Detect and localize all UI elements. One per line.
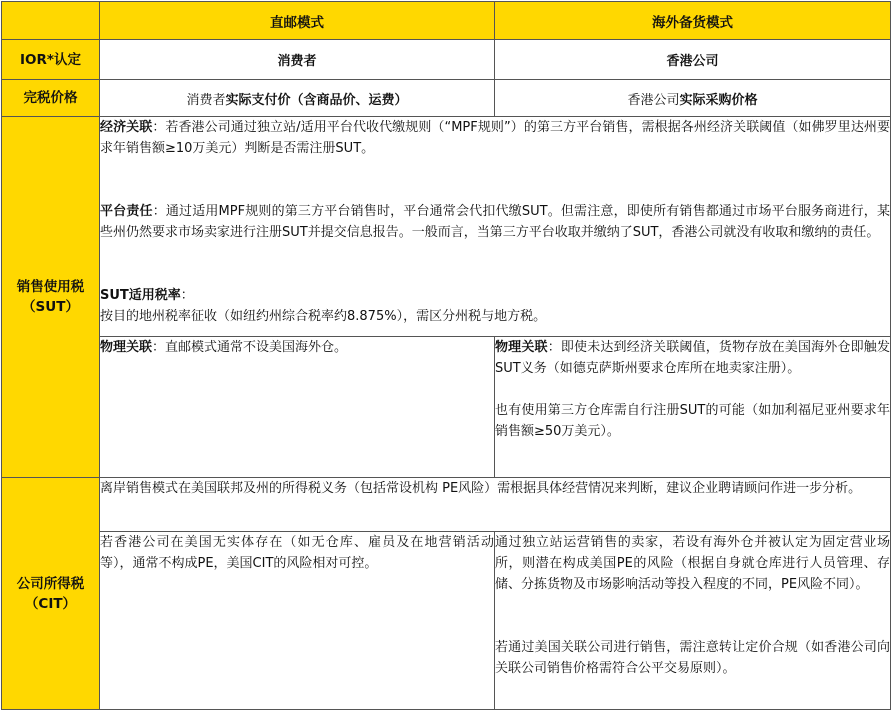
sut-platform-title: 平台责任 bbox=[100, 204, 153, 219]
header-corner bbox=[2, 2, 100, 40]
spacer bbox=[100, 243, 890, 264]
sut-physical-row bbox=[2, 337, 891, 478]
ior-row bbox=[2, 40, 891, 80]
cit-direct-mail: 若香港公司在美国无实体存在（如无仓库、雇员及在地营销活动等），通常不构成PE，美国CIT的风险相对可控。 bbox=[100, 532, 495, 710]
ior-label: IOR*认定 bbox=[2, 40, 100, 80]
header-direct-mail: 直邮模式 bbox=[100, 2, 495, 40]
sut-label-line2: （SUT） bbox=[22, 299, 79, 315]
sut-physical-direct-mail bbox=[100, 337, 495, 478]
sut-rate-title: SUT适用税率 bbox=[100, 288, 181, 303]
ior-overseas-stock: 香港公司 bbox=[495, 40, 891, 80]
spacer bbox=[495, 379, 890, 400]
sut-main-row bbox=[2, 117, 891, 337]
cit-label-line2: （CIT） bbox=[24, 595, 77, 612]
sut-physical-overseas-stock bbox=[495, 337, 891, 478]
duty-price-row bbox=[2, 80, 891, 117]
duty-price-label: 完税价格 bbox=[2, 80, 100, 117]
sut-physical-left-text: ：直邮模式通常不设美国海外仓。 bbox=[152, 340, 348, 355]
sut-label-line1: 销售使用税 bbox=[16, 279, 85, 295]
sut-physical-right-paragraph-2: 也有使用第三方仓库需自行注册SUT的可能（如加利福尼亚州要求年销售额≥50万美元）。 bbox=[495, 403, 890, 439]
sut-rate-text: 按目的地州税率征收（如纽约州综合税率约8.875%），需区分州税与地方税。 bbox=[100, 309, 547, 324]
duty-price-direct-prefix: 消费者 bbox=[186, 92, 226, 108]
sut-rate-colon: ： bbox=[180, 288, 194, 303]
sut-platform-text: ：通过适用MPF规则的第三方平台销售时，平台通常会代扣代缴SUT。但需注意，即使所有销售都通过市场平台服务商进行，某些州仍然要求市场卖家进行注册SUT并提交信息报告。一般而言，当第三方平台收取并缴纳了SUT，香港公司就没有收取和缴纳的责任。 bbox=[100, 204, 890, 240]
sut-physical-right-title: 物理关联 bbox=[495, 340, 548, 355]
duty-price-overseas-bold: 实际采购价格 bbox=[679, 92, 758, 108]
sut-nexus-title: 经济关联 bbox=[100, 120, 153, 135]
spacer bbox=[100, 180, 890, 201]
cit-detail-row bbox=[2, 532, 891, 710]
ior-direct-mail: 消费者 bbox=[100, 40, 495, 80]
duty-price-direct-bold: 实际支付价（含商品价、运费） bbox=[225, 92, 408, 108]
sut-nexus-text: ：若香港公司通过独立站/适用平台代收代缴规则（“MPF规则”）的第三方平台销售，需根据各州经济关联阈值（如佛罗里达州要求年销售额≥10万美元）判断是否需注册SUT。 bbox=[100, 120, 890, 156]
cit-intro-cell: 离岸销售模式在美国联邦及州的所得税义务（包括常设机构 PE风险）需根据具体经营情况来判断，建议企业聘请顾问作进一步分析。 bbox=[100, 478, 891, 532]
sut-shared-cell bbox=[100, 117, 891, 337]
sut-nexus-paragraph bbox=[100, 117, 890, 159]
header-row bbox=[2, 2, 891, 40]
header-overseas-stock: 海外备货模式 bbox=[495, 2, 891, 40]
comparison-table bbox=[1, 1, 891, 710]
sut-physical-left-title: 物理关联 bbox=[100, 340, 153, 355]
sut-physical-right-text: ：即使未达到经济关联阈值，货物存放在美国海外仓即触发SUT义务（如德克萨斯州要求仓库所在地卖家注册）。 bbox=[495, 340, 890, 376]
duty-price-direct-mail bbox=[100, 80, 495, 117]
spacer bbox=[100, 159, 890, 180]
duty-price-overseas-prefix: 香港公司 bbox=[627, 92, 680, 108]
cit-label bbox=[2, 478, 100, 710]
duty-price-overseas-stock bbox=[495, 80, 891, 117]
cit-label-line1: 公司所得税 bbox=[16, 575, 85, 592]
sut-physical-right-paragraph bbox=[495, 337, 890, 379]
spacer bbox=[495, 595, 890, 616]
cit-overseas-paragraph-1: 通过独立站运营销售的卖家，若设有海外仓并被认定为固定营业场所，则潜在构成美国PE的风险（根据自身就仓库进行人员管理、存储、分拣货物及市场影响活动等投入程度的不同，PE风险不同）。 bbox=[495, 535, 890, 592]
sut-platform-paragraph bbox=[100, 201, 890, 243]
sut-label bbox=[2, 117, 100, 478]
cit-intro-row bbox=[2, 478, 891, 532]
cit-overseas-paragraph-2: 若通过美国关联公司进行销售，需注意转让定价合规（如香港公司向关联公司销售价格需符合公平交易原则）。 bbox=[495, 640, 890, 676]
cit-overseas-stock bbox=[495, 532, 891, 710]
sut-rate-paragraph bbox=[100, 285, 890, 306]
spacer bbox=[495, 616, 890, 637]
spacer bbox=[100, 264, 890, 285]
